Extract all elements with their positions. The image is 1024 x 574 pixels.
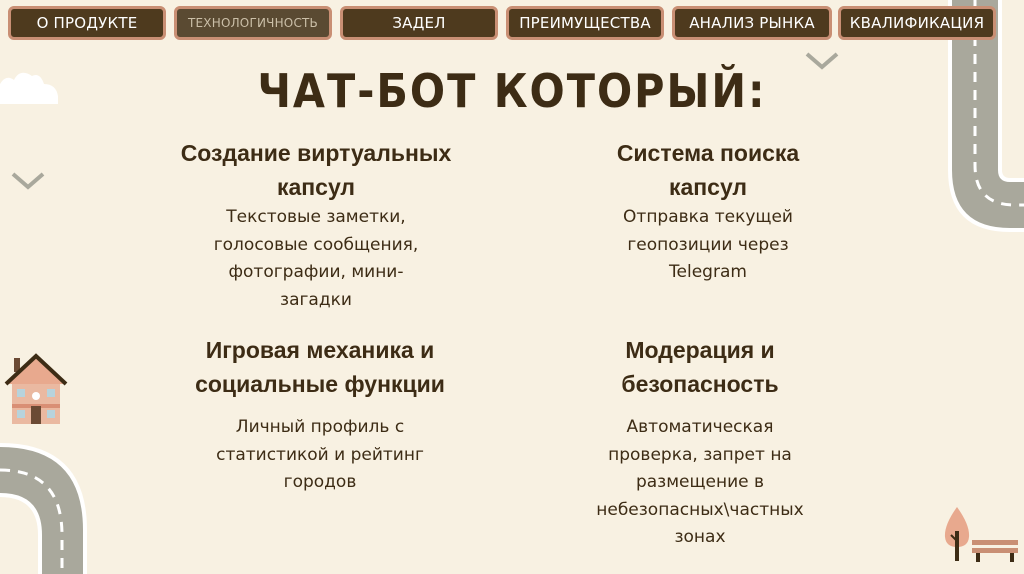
page-title: ЧАТ-БОТ КОТОРЫЙ: bbox=[257, 64, 767, 118]
nav-tab-advantages[interactable]: ПРЕИМУЩЕСТВА bbox=[506, 6, 664, 40]
feature-description: Отправка текущей геопозиции через Telegram bbox=[623, 207, 793, 282]
feature-description: Автоматическая проверка, запрет на размещение в небезопасных\частных зонах bbox=[596, 417, 804, 547]
feature-capsule-search bbox=[578, 136, 838, 287]
nav-tab-market-analysis[interactable]: АНАЛИЗ РЫНКА bbox=[672, 6, 832, 40]
nav-tab-qualification[interactable]: КВАЛИФИКАЦИЯ bbox=[838, 6, 996, 40]
feature-heading: Система поиска капсул bbox=[616, 140, 800, 200]
tree-icon bbox=[940, 505, 974, 563]
nav-tab-groundwork[interactable]: ЗАДЕЛ bbox=[340, 6, 498, 40]
chevron-down-icon bbox=[10, 170, 46, 192]
feature-game-mechanics bbox=[160, 333, 480, 497]
nav-tab-about-product[interactable]: О ПРОДУКТЕ bbox=[8, 6, 166, 40]
feature-virtual-capsules bbox=[146, 136, 486, 314]
house-icon bbox=[4, 352, 68, 426]
road-icon bbox=[0, 440, 90, 574]
bench-icon bbox=[970, 538, 1020, 562]
nav-tab-technology[interactable]: ТЕХНОЛОГИЧНОСТЬ bbox=[174, 6, 332, 40]
feature-description: Текстовые заметки, голосовые сообщения, фотографии, мини- загадки bbox=[213, 207, 419, 310]
feature-moderation bbox=[560, 333, 840, 552]
feature-heading: Игровая механика и социальные функции bbox=[195, 337, 445, 397]
feature-description: Личный профиль с статистикой и рейтинг городов bbox=[216, 417, 424, 492]
feature-heading: Создание виртуальных капсул bbox=[180, 140, 452, 200]
feature-heading: Модерация и безопасность bbox=[621, 337, 779, 397]
